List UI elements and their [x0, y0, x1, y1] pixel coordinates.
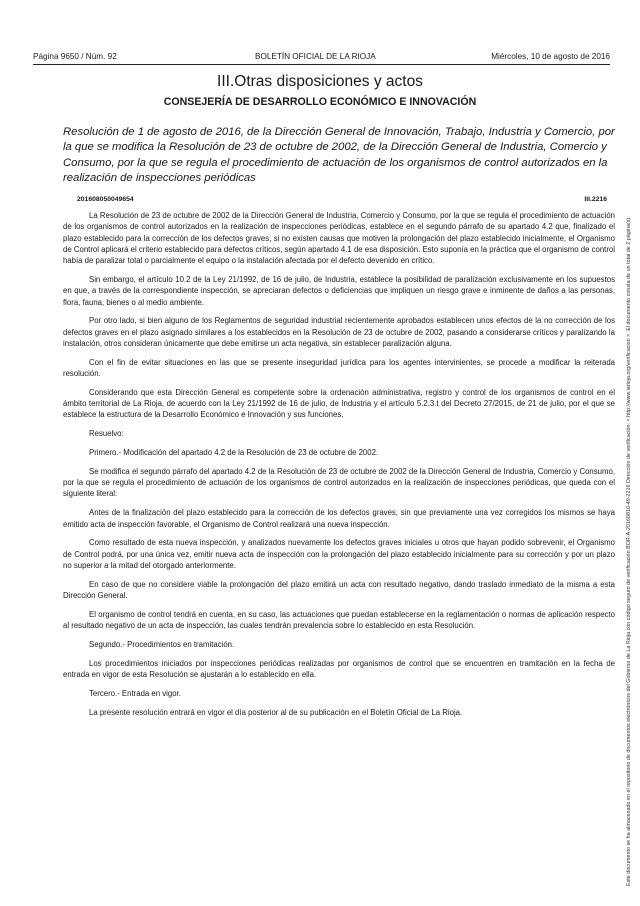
paragraph: Resuelvo: [89, 429, 124, 439]
paragraph: Los procedimientos iniciados por inspecciones periódicas realizadas por organismos de control que se encuentren en tramitación en la fecha de entrada en vigor de esta Resolución se ajustarán a lo establecido en ella. [63, 658, 615, 679]
section-title: III.Otras disposiciones y actos [217, 73, 423, 90]
verification-note: Este documento se ha almacenado en el repositorio de documentos electrónicos del Gobierno de La Rioja con código seguro de verificación BOR-A-20160810-49-2216 Dirección de verificación: < http://www.larioja.org/verificacion >. El documento consta de un total de 2 página(s). [626, 216, 632, 886]
paragraph: La presente resolución entrará en vigor el día posterior al de su publicación en el Boletín Oficial de La Rioja. [89, 707, 463, 717]
document-meta [77, 194, 607, 206]
paragraph: El organismo de control tendrá en cuenta, en su caso, las actuaciones que puedan establecerse en la reglamentación o normas de aplicación respecto al resultado negativo de un acta de inspección, las cuales tendrán prevalencia sobre lo establecido en esta Resolución. [63, 609, 615, 631]
paragraph: En caso de que no considere viable la prolongación del plazo emitirá un acta con resultado negativo, dando traslado inmediato de la misma a esta Dirección General. [63, 579, 615, 601]
paragraph: Por otro lado, si bien alguno de los Reglamentos de seguridad industrial recientemente aprobados establecen unos efectos de la no corrección de los defectos graves en el plazo asignado similares a los establecidos en la Resolución de 23 de octubre de 2002, pasando a considerarse críticos y paralizando la instalación, otros consideran únicamente que debe emitirse un acta negativa, sin establecer paralización alguna. [63, 316, 615, 348]
department-title: CONSEJERÍA DE DESARROLLO ECONÓMICO E INNOVACIÓN [163, 96, 477, 108]
paragraph: La Resolución de 23 de octubre de 2002 de la Dirección General de Industria, Comercio y Consumo, por la que se regula el procedimiento de actuación de los organismos de control autorizados en la realización de inspecciones periódicas, establece en el segundo párrafo de su apartado 4.2 que, finalizado el plazo establecido para la corrección de los defectos graves, si no existen causas que motiven la prolongación del plazo establecido inicialmente, el Organismo de Control aplicará el criterio establecido para defectos críticos, según apartado 4.1 de esa disposición. Esto suponía en la práctica que el organismo de control había de paralizar total o parcialmente el equipo o la instalación afectada por el defecto devenido en crítico. [63, 211, 615, 266]
paragraph: Tercero.- Entrada en vigor. [89, 688, 181, 698]
page-header [33, 50, 610, 64]
reference-number: 201608050049654 [77, 196, 134, 203]
verification-sidebar [620, 40, 634, 886]
resolution-title: Resolución de 1 de agosto de 2016, de la Dirección General de Innovación, Trabajo, Industria y Comercio, por la que se modifica la Resolución de 23 de octubre de 2002, de la Dirección General de Industria, Comercio y Consumo, por la que se regula el procedimiento de actuación de los organismos de control autorizados en la realización de inspecciones periódicas [63, 126, 615, 184]
paragraph: Sin embargo, el artículo 10.2 de la Ley 21/1992, de 16 de julio, de Industria, establece la posibilidad de paralización exclusivamente en los supuestos en que, a través de la correspondiente inspección, se apreciaran defectos o deficiencias que impliquen un riesgo grave e inminente de daños a las personas, flora, fauna, bienes o al medio ambiente. [63, 274, 615, 307]
page-number: Página 9650 / Núm. 92 [33, 52, 117, 61]
section-code: III.2216 [584, 196, 607, 203]
paragraph: Como resultado de esta nueva inspección, y analizados nuevamente los defectos graves iniciales u otros que hayan podido sobrevenir, el Organismo de Control podrá, por una única vez, emitir nueva acta de inspección con la prolongación del plazo establecido inicialmente para su corrección y por un plazo no superior a la mitad del otorgado anteriormente. [63, 538, 615, 570]
paragraph: Primero.- Modificación del apartado 4.2 de la Resolución de 23 de octubre de 2002. [89, 448, 379, 458]
paragraph: Con el fin de evitar situaciones en las que se presente inseguridad jurídica para los agentes intervinientes, se procede a modificar la reiterada resolución. [63, 357, 615, 379]
paragraph: Antes de la finalización del plazo establecido para la corrección de los defectos graves, sin que previamente una vez corregidos los mismos se haya emitido acta de inspección favorable, el Organismo de Control realizará una nueva inspección. [63, 508, 615, 529]
header-divider [33, 64, 610, 65]
resolution-body [63, 210, 615, 725]
publication-name: BOLETÍN OFICIAL DE LA RIOJA [255, 52, 376, 61]
publication-date: Miércoles, 10 de agosto de 2016 [491, 52, 610, 61]
paragraph: Considerando que esta Dirección General es competente sobre la ordenación administrativa, registro y control de los organismos de control en el ámbito territorial de La Rioja, de acuerdo con la Ley 21/1992 de 16 de julio, de Industria y el artículo 5.2.3.t del Decreto 27/2015, de 21 de julio, por el que se establece la estructura de la Desarrollo Económico e Innovación y sus funciones, [63, 387, 615, 420]
paragraph: Se modifica el segundo párrafo del apartado 4.2 de la Resolución de 23 de octubre de 2002 de la Dirección General de Industria, Comercio y Consumo, por la que se regula el procedimiento de actuación de los organismos de control autorizados en la realización de inspecciones periódicas, que queda con el siguiente literal: [63, 466, 615, 499]
paragraph: Segundo.- Procedimientos en tramitación. [89, 639, 235, 649]
